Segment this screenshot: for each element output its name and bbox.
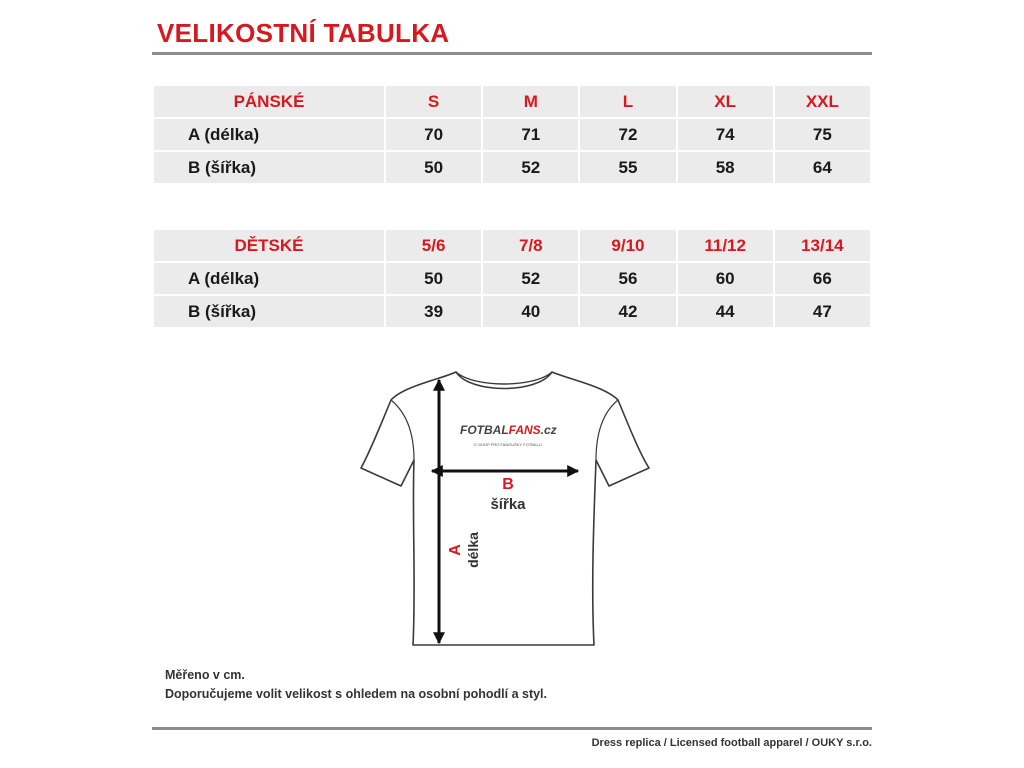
logo-suffix: .cz: [540, 423, 557, 437]
tshirt-diagram: [356, 364, 656, 654]
table-cell: 71: [483, 119, 578, 150]
logo-tagline: E-SHOP PRO FANOUŠKY FOTBALU: [474, 442, 542, 447]
logo-accent: FANS: [508, 423, 541, 437]
size-header: 9/10: [580, 230, 675, 261]
title-divider: [152, 52, 872, 55]
note-line: Měřeno v cm.: [165, 668, 245, 682]
table-cell: 47: [775, 296, 870, 327]
table-row: [154, 296, 870, 327]
row-label: A (délka): [154, 263, 384, 294]
table-row: [154, 152, 870, 183]
table-cell: 66: [775, 263, 870, 294]
table-cell: 52: [483, 263, 578, 294]
table-cell: 44: [678, 296, 773, 327]
table-cell: 40: [483, 296, 578, 327]
size-header: M: [483, 86, 578, 117]
table-header-row: [154, 86, 870, 117]
measurement-notes: [165, 666, 547, 704]
table-cell: 56: [580, 263, 675, 294]
size-header: 7/8: [483, 230, 578, 261]
width-letter: B: [502, 476, 514, 493]
kids-table-label: DĚTSKÉ: [154, 230, 384, 261]
table-cell: 64: [775, 152, 870, 183]
size-header: XL: [678, 86, 773, 117]
size-header: S: [386, 86, 481, 117]
row-label: A (délka): [154, 119, 384, 150]
table-cell: 50: [386, 152, 481, 183]
row-label: B (šířka): [154, 296, 384, 327]
table-cell: 39: [386, 296, 481, 327]
table-cell: 60: [678, 263, 773, 294]
logo-main: FOTBAL: [460, 423, 509, 437]
length-label: délka: [465, 532, 481, 568]
footer-divider: [152, 727, 872, 730]
page-title: VELIKOSTNÍ TABULKA: [157, 18, 450, 48]
table-header-row: [154, 230, 870, 261]
row-label: B (šířka): [154, 152, 384, 183]
table-cell: 52: [483, 152, 578, 183]
table-cell: 55: [580, 152, 675, 183]
table-cell: 58: [678, 152, 773, 183]
men-table-label: PÁNSKÉ: [154, 86, 384, 117]
table-cell: 42: [580, 296, 675, 327]
table-cell: 75: [775, 119, 870, 150]
men-size-table: [152, 84, 872, 185]
table-row: [154, 119, 870, 150]
table-row: [154, 263, 870, 294]
kids-size-table: [152, 228, 872, 329]
note-line: Doporučujeme volit velikost s ohledem na osobní pohodlí a styl.: [165, 687, 548, 701]
width-label: šířka: [490, 496, 526, 513]
size-header: XXL: [775, 86, 870, 117]
size-header: 5/6: [386, 230, 481, 261]
footer-text: Dress replica / Licensed football apparel / OUKY s.r.o.: [591, 737, 872, 749]
table-cell: 72: [580, 119, 675, 150]
table-cell: 70: [386, 119, 481, 150]
size-header: L: [580, 86, 675, 117]
table-cell: 50: [386, 263, 481, 294]
logo: [460, 423, 557, 437]
table-cell: 74: [678, 119, 773, 150]
length-letter: A: [447, 544, 464, 556]
size-header: 11/12: [678, 230, 773, 261]
size-header: 13/14: [775, 230, 870, 261]
